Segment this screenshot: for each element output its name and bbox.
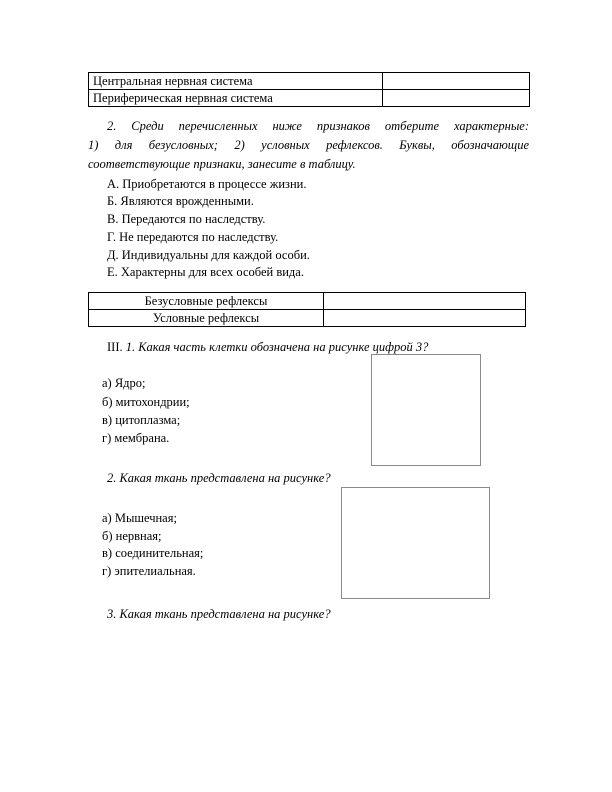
section-3-question-2: 2. Какая ткань представлена на рисунке? [107,471,331,485]
tissue-image-placeholder [341,487,490,599]
table-cell-answer[interactable] [383,90,530,107]
reflexes-table [88,292,526,327]
section-3-question-3: 3. Какая ткань представлена на рисунке? [107,607,331,621]
nervous-system-table [88,72,530,107]
table-cell-label: Безусловные рефлексы [89,293,324,310]
list-item: в) цитоплазма; [102,413,181,427]
table-row [89,310,526,327]
list-item: Б. Являются врожденными. [107,194,254,208]
question-2-line-3: соответствующие признаки, занесите в таблицу. [88,157,356,171]
table-cell-answer[interactable] [383,73,530,90]
table-cell-label: Условные рефлексы [89,310,324,327]
list-item: А. Приобретаются в процессе жизни. [107,177,307,191]
cell-image-placeholder [371,354,481,466]
list-item: б) митохондрии; [102,395,190,409]
question-2-line-2: 1) для безусловных; 2) условных рефлексов. Буквы, обозначающие [88,138,529,152]
list-item: а) Ядро; [102,376,146,390]
table-row [89,293,526,310]
section-3-question-1 [107,340,428,355]
section-number: III. [107,340,123,354]
question-text: 1. Какая часть клетки обозначена на рисунке цифрой 3? [125,340,429,354]
table-cell-answer[interactable] [324,310,526,327]
table-row [89,90,530,107]
table-row [89,73,530,90]
list-item: Е. Характерны для всех особей вида. [107,265,304,279]
list-item: г) эпителиальная. [102,564,196,578]
table-cell-answer[interactable] [324,293,526,310]
list-item: б) нервная; [102,529,162,543]
table-cell-label: Центральная нервная система [89,73,383,90]
list-item: г) мембрана. [102,431,170,445]
list-item: в) соединительная; [102,546,204,560]
list-item: а) Мышечная; [102,511,177,525]
list-item: В. Передаются по наследству. [107,212,266,226]
list-item: Г. Не передаются по наследству. [107,230,279,244]
question-2-line-1: 2. Среди перечисленных ниже признаков отберите характерные: [107,119,529,133]
list-item: Д. Индивидуальны для каждой особи. [107,248,310,262]
table-cell-label: Периферическая нервная система [89,90,383,107]
